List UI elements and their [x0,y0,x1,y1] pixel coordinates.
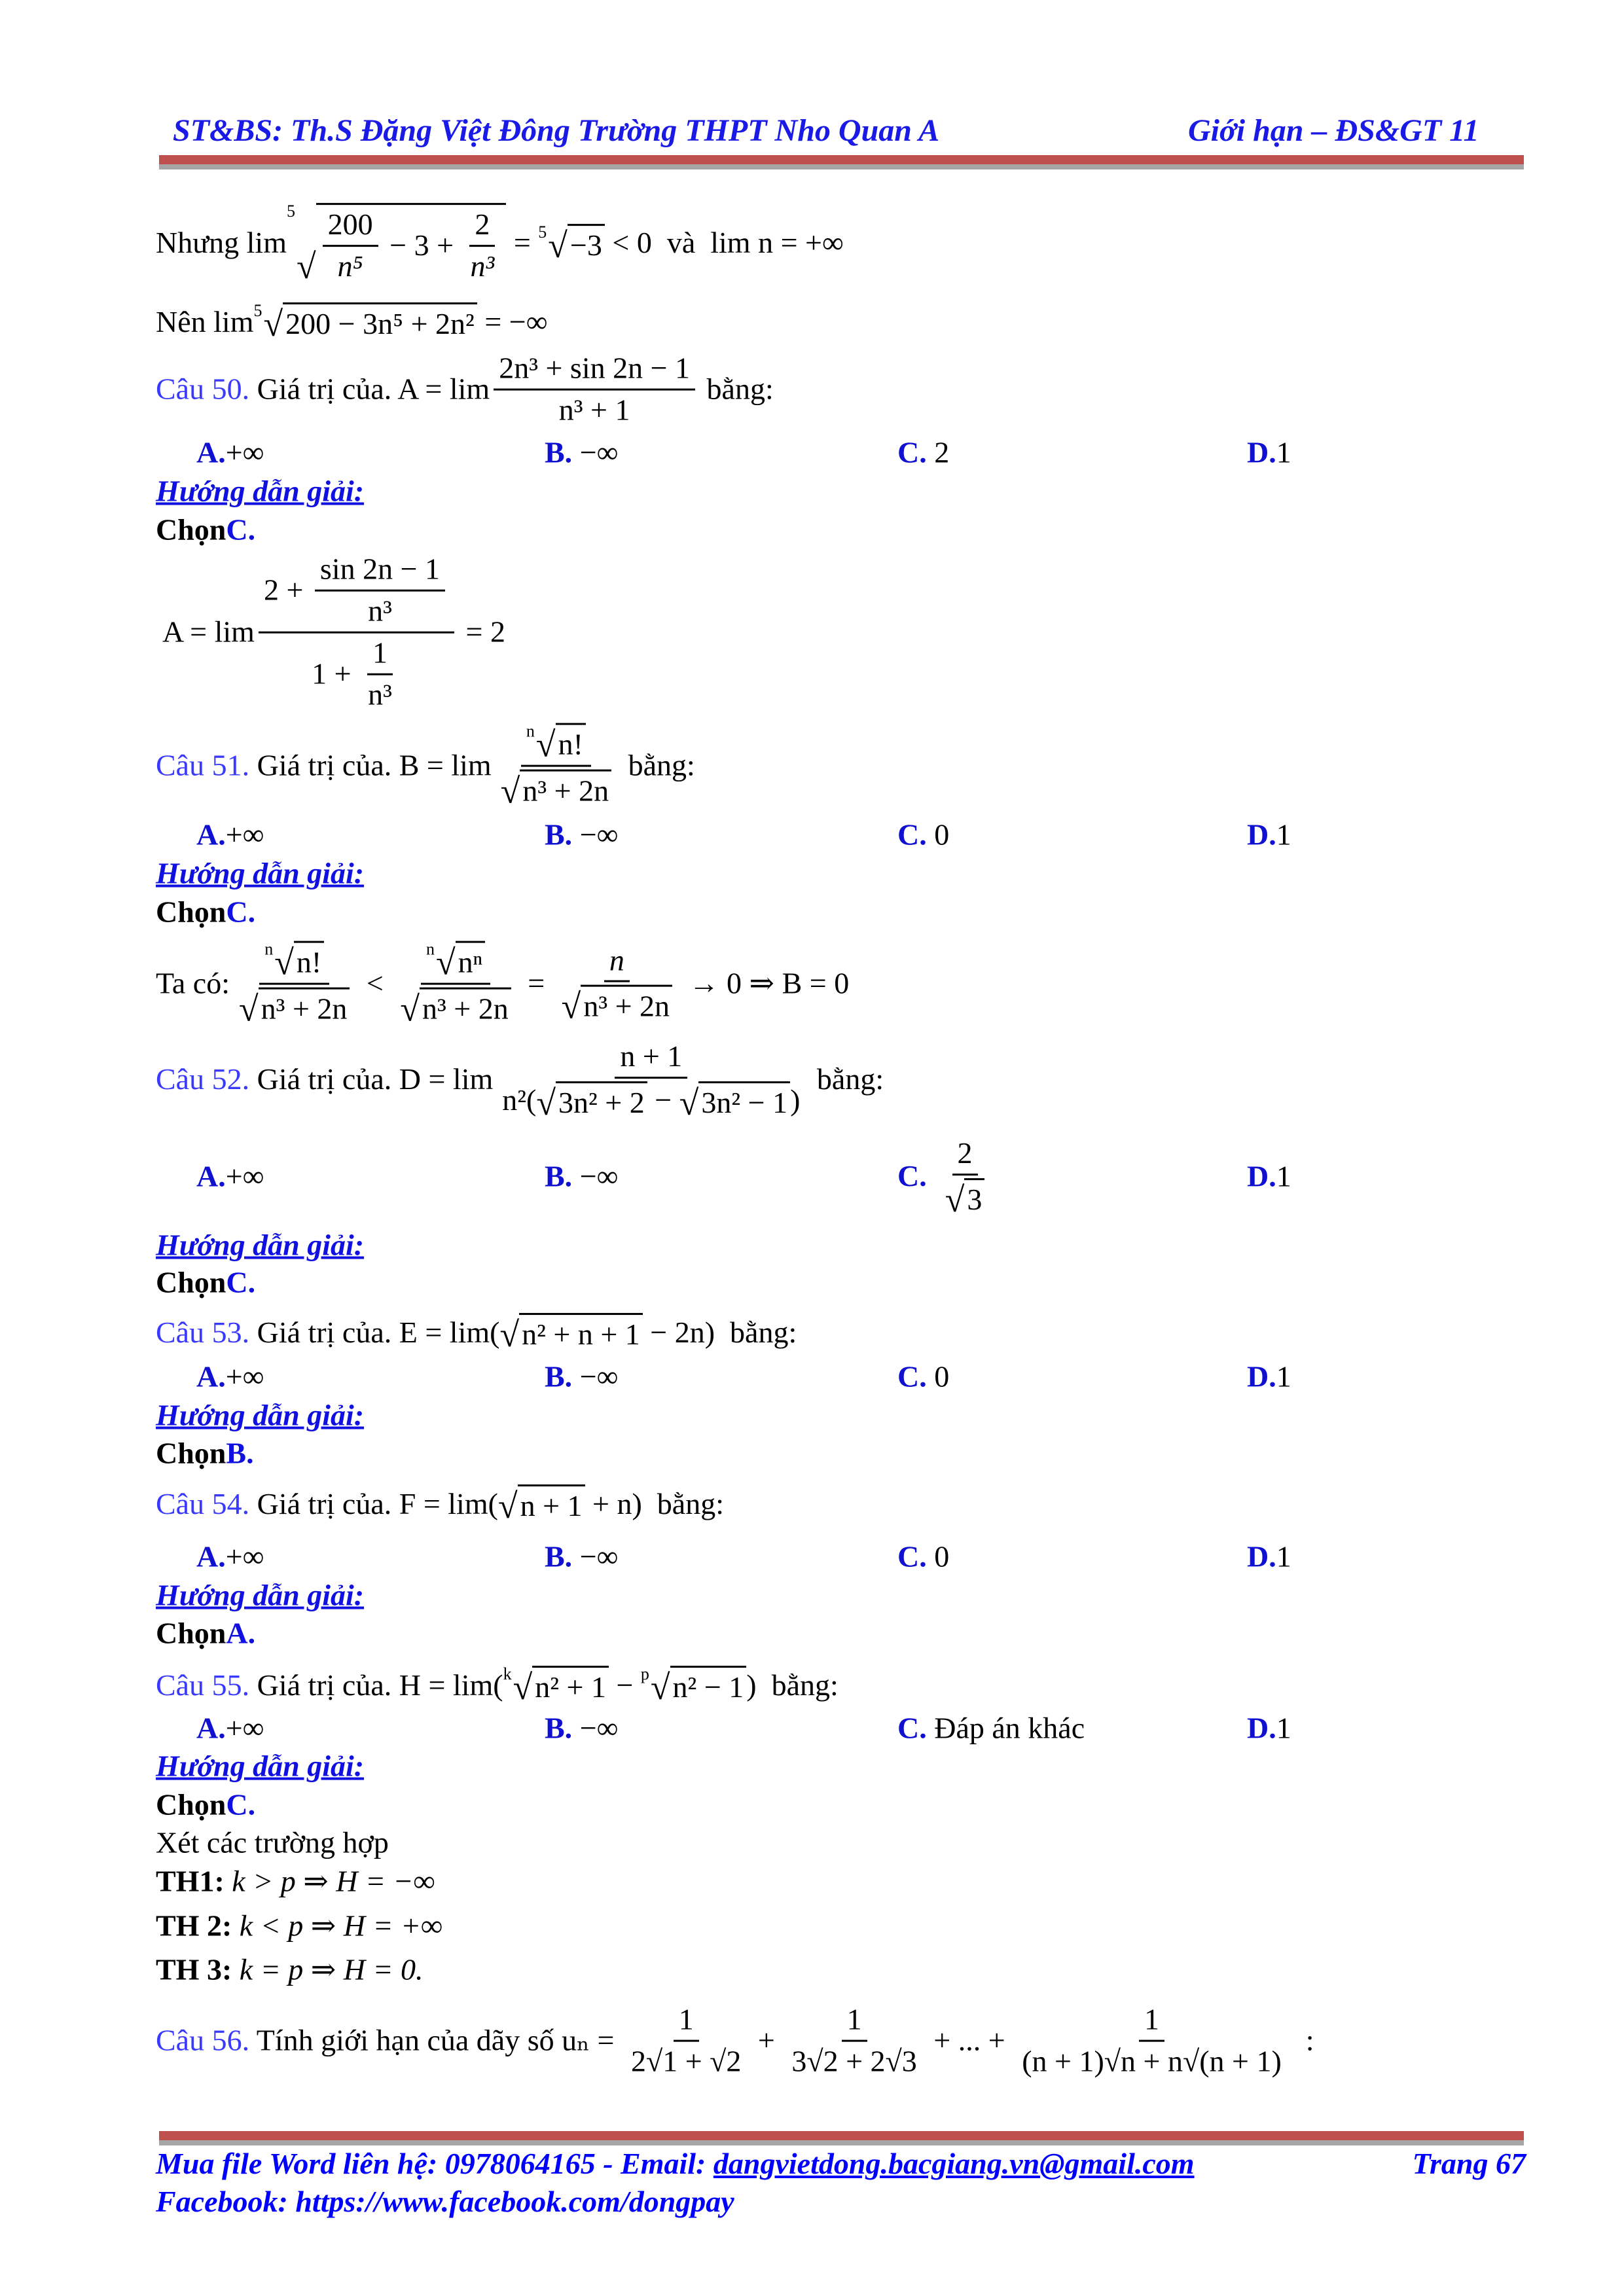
radicand: n³ + 2n [420,988,511,1027]
text: Xét các trường hợp [156,1825,389,1859]
text: = 2 [458,615,505,649]
text: : [1290,2023,1314,2057]
option-a[interactable] [196,1360,264,1395]
option-c[interactable] [897,818,949,853]
radicand: n! [556,723,586,762]
text: H = lim( [391,1668,503,1702]
radical: 5 √ $\frac{200}{\text{n⁵}}$ − 3 + $\frac{2}{\text{n³}}$ [287,203,506,284]
fraction [465,207,500,284]
numerator: 1 [1139,2003,1164,2042]
answer-line [156,1266,255,1300]
text: 2 + [263,573,311,607]
option-d[interactable] [1247,1160,1291,1194]
option-a[interactable] [196,1540,264,1575]
answer-line [156,513,255,548]
answer-line [156,895,255,930]
solution-line [156,203,844,284]
radicand: n³ + 2n [520,770,611,809]
option-letter: C. [897,1359,927,1393]
radicand: 3n² − 1 [698,1081,790,1121]
answer: C. [226,1787,256,1821]
option-letter: B. [545,817,573,852]
option-letter: C. [897,435,927,469]
denominator: n⁵ [337,249,363,283]
option-letter: B. [545,1711,573,1745]
radicand: n³ + 2n [581,985,672,1024]
option-value: +∞ [225,1539,264,1573]
option-b[interactable] [545,1160,618,1194]
question-label: Câu 51. [156,748,250,782]
option-letter: A. [196,1539,226,1573]
root-index: n [425,939,435,959]
option-a[interactable] [196,1712,264,1746]
text: bằng: [816,1062,884,1096]
option-letter: A. [196,1159,226,1193]
numerator: 2 [469,207,495,247]
text: → 0 ⇒ B = 0 [681,966,850,1000]
option-b[interactable] [545,818,618,853]
radicand: n² − 1 [670,1666,747,1705]
text: Chọn [156,512,226,547]
fraction [363,636,397,713]
option-value: 1 [1276,1359,1291,1393]
solution-heading: Hướng dẫn giải: [156,1578,365,1612]
case-label: TH1: [156,1864,232,1898]
text: bằng: [730,1315,797,1349]
radicand: 3n² + 2 [556,1081,647,1121]
option-c[interactable] [897,436,949,471]
option-value: 1 [1276,435,1291,469]
answer: C. [226,512,256,547]
radical: 5 √ −3 [538,224,605,263]
text: F = lim( [391,1486,498,1520]
text: 1 + [312,656,359,691]
radicand: n² + 1 [532,1666,609,1705]
option-letter: C. [897,1539,927,1573]
option-d[interactable] [1247,1360,1291,1395]
text: + ... + [926,2023,1013,2057]
option-value: −∞ [572,1711,619,1745]
text: Nên [156,304,214,338]
option-letter: B. [545,435,573,469]
email-link[interactable]: dangvietdong.bacgiang.vn@gmail.com [713,2147,1195,2180]
footer-divider-shadow [159,2140,1524,2145]
text: Chọn [156,895,226,929]
option-value: 0 [926,1539,950,1573]
radicand: n² + n + 1 [519,1313,643,1352]
question-51 [156,723,695,809]
text: + n) [585,1486,642,1520]
denominator: 2√1 + √2 [630,2044,742,2078]
text: bằng: [628,748,695,782]
root-index: 5 [253,301,262,321]
option-b[interactable] [545,436,618,471]
question-label: Câu 52. [156,1062,250,1096]
option-letter: C. [897,817,927,852]
fraction [786,2003,922,2079]
option-c[interactable] [897,1712,1085,1746]
numerator: 2n³ + sin 2n − 1 [494,351,695,391]
text: bằng: [657,1486,724,1520]
text: E = lim( [391,1315,500,1349]
root-index: 5 [287,202,295,221]
question-53: Câu 53. Giá trị của. E = lim( √ n² + n + 1 − 2n) bằng: [156,1313,797,1352]
option-letter: D. [1247,1159,1276,1193]
text: − 2n) [642,1315,715,1349]
header-divider [159,155,1524,164]
option-d[interactable] [1247,1712,1291,1746]
text: = [520,966,552,1000]
text: Giá trị của. [257,1486,392,1520]
solution-line [156,302,548,342]
text: + [750,2023,783,2057]
header-chapter: Giới hạn – ĐS&GT 11 [1188,113,1479,148]
option-d[interactable] [1247,1540,1291,1575]
option-letter: D. [1247,1711,1276,1745]
option-letter: C. [897,1711,927,1745]
header-divider-shadow [159,164,1524,170]
denominator: 3√2 + 2√3 [791,2044,917,2078]
question-label: Câu 53. [156,1315,250,1349]
question-55: Câu 55. Giá trị của. H = lim( k √ n² + 1 − p √ n² − 1 ) bằng: [156,1664,839,1707]
text: = [506,226,539,260]
option-a[interactable] [196,818,264,853]
option-value: −∞ [572,1359,619,1393]
option-value: 1 [1276,817,1291,852]
option-value: +∞ [225,817,264,852]
answer: C. [226,895,256,929]
question-54: Câu 54. Giá trị của. F = lim( √ n + 1 + n) bằng: [156,1484,724,1524]
text: − [608,1668,641,1702]
text: A = lim [391,372,490,406]
fraction [259,552,454,713]
numerator: 2 [952,1136,978,1175]
numerator: sin 2n − 1 [315,552,445,592]
option-value: −∞ [572,435,619,469]
option-value: 0 [926,817,950,852]
solution-heading: Hướng dẫn giải: [156,1749,365,1783]
denominator: n³ [470,249,495,283]
question-50 [156,351,774,428]
option-letter: A. [196,435,226,469]
numerator: n [604,943,630,982]
question-label: Câu 54. [156,1486,250,1520]
option-letter: B. [545,1539,573,1573]
numerator: 1 [674,2003,699,2042]
radicand: −3 [568,224,605,263]
text: < [359,966,391,1000]
radicand: n³ + 2n [259,988,350,1027]
text: lim [213,304,254,338]
case-3 [156,1953,424,1988]
root-index: k [503,1664,512,1684]
question-label: Câu 50. [156,372,250,406]
option-b[interactable] [545,1712,618,1746]
text: Chọn [156,1265,226,1299]
fraction: n √ n! √ n³ + 2n [496,723,617,809]
header-title: ST&BS: Th.S Đặng Việt Đông Trường THPT Nho Quan A [173,113,940,148]
solution-heading: Hướng dẫn giải: [156,856,365,890]
root-index: 5 [538,223,547,242]
numerator: 200 [323,207,378,247]
denominator: n³ [368,594,392,628]
radicand: n! [294,941,324,980]
footer-facebook[interactable]: Facebook: https://www.facebook.com/dongpay [156,2185,734,2218]
option-value: 0 [926,1359,950,1393]
option-letter: D. [1247,1359,1276,1393]
option-letter: B. [545,1159,573,1193]
root-index: p [640,1664,649,1684]
case-1 [156,1865,435,1899]
answer: A. [226,1616,256,1650]
option-letter: B. [545,1359,573,1393]
text: n²( [502,1083,537,1117]
option-c[interactable] [897,1136,994,1217]
option-letter: C. [897,1159,927,1193]
text: k = p ⇒ H = 0. [239,1952,424,1986]
text: Nhưng [156,226,247,260]
text: Giá trị của. [257,372,392,406]
option-a[interactable] [196,1160,264,1194]
denominator: n³ + 1 [558,393,630,427]
fraction: n √ n³ + 2n [556,943,677,1024]
option-letter: D. [1247,817,1276,852]
fraction [1017,2003,1287,2079]
option-b[interactable] [545,1360,618,1395]
option-value: −∞ [572,817,619,852]
answer: C. [226,1265,256,1299]
option-value: −∞ [572,1159,619,1193]
text: lim [246,226,287,260]
footer-contact [156,2147,1195,2181]
text: ) [790,1083,801,1117]
solution-heading: Hướng dẫn giải: [156,1398,365,1432]
question-56 [156,2003,1314,2079]
fraction: n √ n! √ n³ + 2n [234,941,355,1027]
radicand: nⁿ [456,941,486,980]
text: Giá trị của. [257,748,392,782]
option-letter: D. [1247,435,1276,469]
text: Giá trị của. [257,1315,392,1349]
option-value: 1 [1276,1539,1291,1573]
option-d[interactable] [1247,818,1291,853]
text: Chọn [156,1787,226,1821]
text: bằng: [706,372,774,406]
fraction: n + 1 n²( √ 3n² + 2 − √ 3n² − 1 ) [502,1039,801,1122]
option-value: Đáp án khác [926,1711,1085,1745]
radicand: 3 [964,1178,984,1217]
root-index: n [264,939,274,959]
text: < 0 và lim n = +∞ [604,226,844,260]
solution-line [162,552,505,713]
text: Ta có: [156,966,230,1000]
text: D = lim [391,1062,494,1096]
answer: B. [226,1436,254,1470]
numerator: 1 [842,2003,867,2042]
text: Chọn [156,1616,226,1650]
footer-divider [159,2131,1524,2140]
option-value: +∞ [225,1159,264,1193]
text: Giá trị của. [257,1668,392,1702]
text: A = lim [162,615,255,649]
text: k < p ⇒ H = +∞ [239,1909,442,1943]
question-52 [156,1039,884,1121]
solution-heading: Hướng dẫn giải: [156,1228,365,1262]
option-letter: D. [1247,1539,1276,1573]
option-value: 1 [1276,1159,1291,1193]
text: B = lim [391,748,492,782]
text: − 3 + [382,228,461,262]
denominator: (n + 1)√n + n√(n + 1) [1022,2044,1282,2078]
text: ) [746,1668,757,1702]
radicand: n + 1 [518,1484,585,1524]
text: Mua file Word liên hệ: 0978064165 - Email: [156,2147,713,2180]
radicand: 200 − 3n⁵ + 2n² [283,302,477,342]
option-letter: A. [196,1359,226,1393]
text: k > p ⇒ H = −∞ [232,1864,435,1898]
option-b[interactable] [545,1540,618,1575]
fraction: n √ nⁿ √ n³ + 2n [395,941,516,1027]
text: = −∞ [477,304,548,338]
option-c[interactable] [897,1540,949,1575]
option-value: −∞ [572,1539,619,1573]
option-c[interactable] [897,1360,949,1395]
option-value: +∞ [225,1359,264,1393]
option-value: 1 [1276,1711,1291,1745]
option-d[interactable] [1247,436,1291,471]
page-number: Trang 67 [1412,2147,1526,2180]
text: − [647,1083,679,1117]
fraction [323,207,378,284]
fraction [626,2003,746,2079]
text: Tính giới hạn của dãy số uₙ = [249,2023,622,2057]
case-2 [156,1909,442,1944]
fraction [315,552,445,629]
question-label: Câu 55. [156,1668,250,1702]
option-value: +∞ [225,1711,264,1745]
answer-line [156,1617,255,1651]
text: Chọn [156,1436,226,1470]
text: bằng: [771,1668,839,1702]
option-value: +∞ [225,435,264,469]
fraction: 2 √ 3 [940,1136,990,1217]
case-label: TH 3: [156,1952,240,1986]
option-letter: A. [196,817,226,852]
question-label: Câu 56. [156,2023,250,2057]
text: Giá trị của. [257,1062,392,1096]
option-value: 2 [926,435,950,469]
answer-line [156,1437,254,1471]
answer-line [156,1788,255,1823]
solution-line [156,941,849,1027]
numerator: 1 [367,636,393,675]
option-letter: A. [196,1711,226,1745]
case-label: TH 2: [156,1909,240,1943]
denominator: n³ [368,677,392,711]
root-index: n [526,721,535,741]
fraction [494,351,695,428]
solution-heading: Hướng dẫn giải: [156,474,365,508]
numerator: n + 1 [615,1039,687,1079]
radical: 5 √ 200 − 3n⁵ + 2n² [253,302,477,342]
option-a[interactable] [196,436,264,471]
